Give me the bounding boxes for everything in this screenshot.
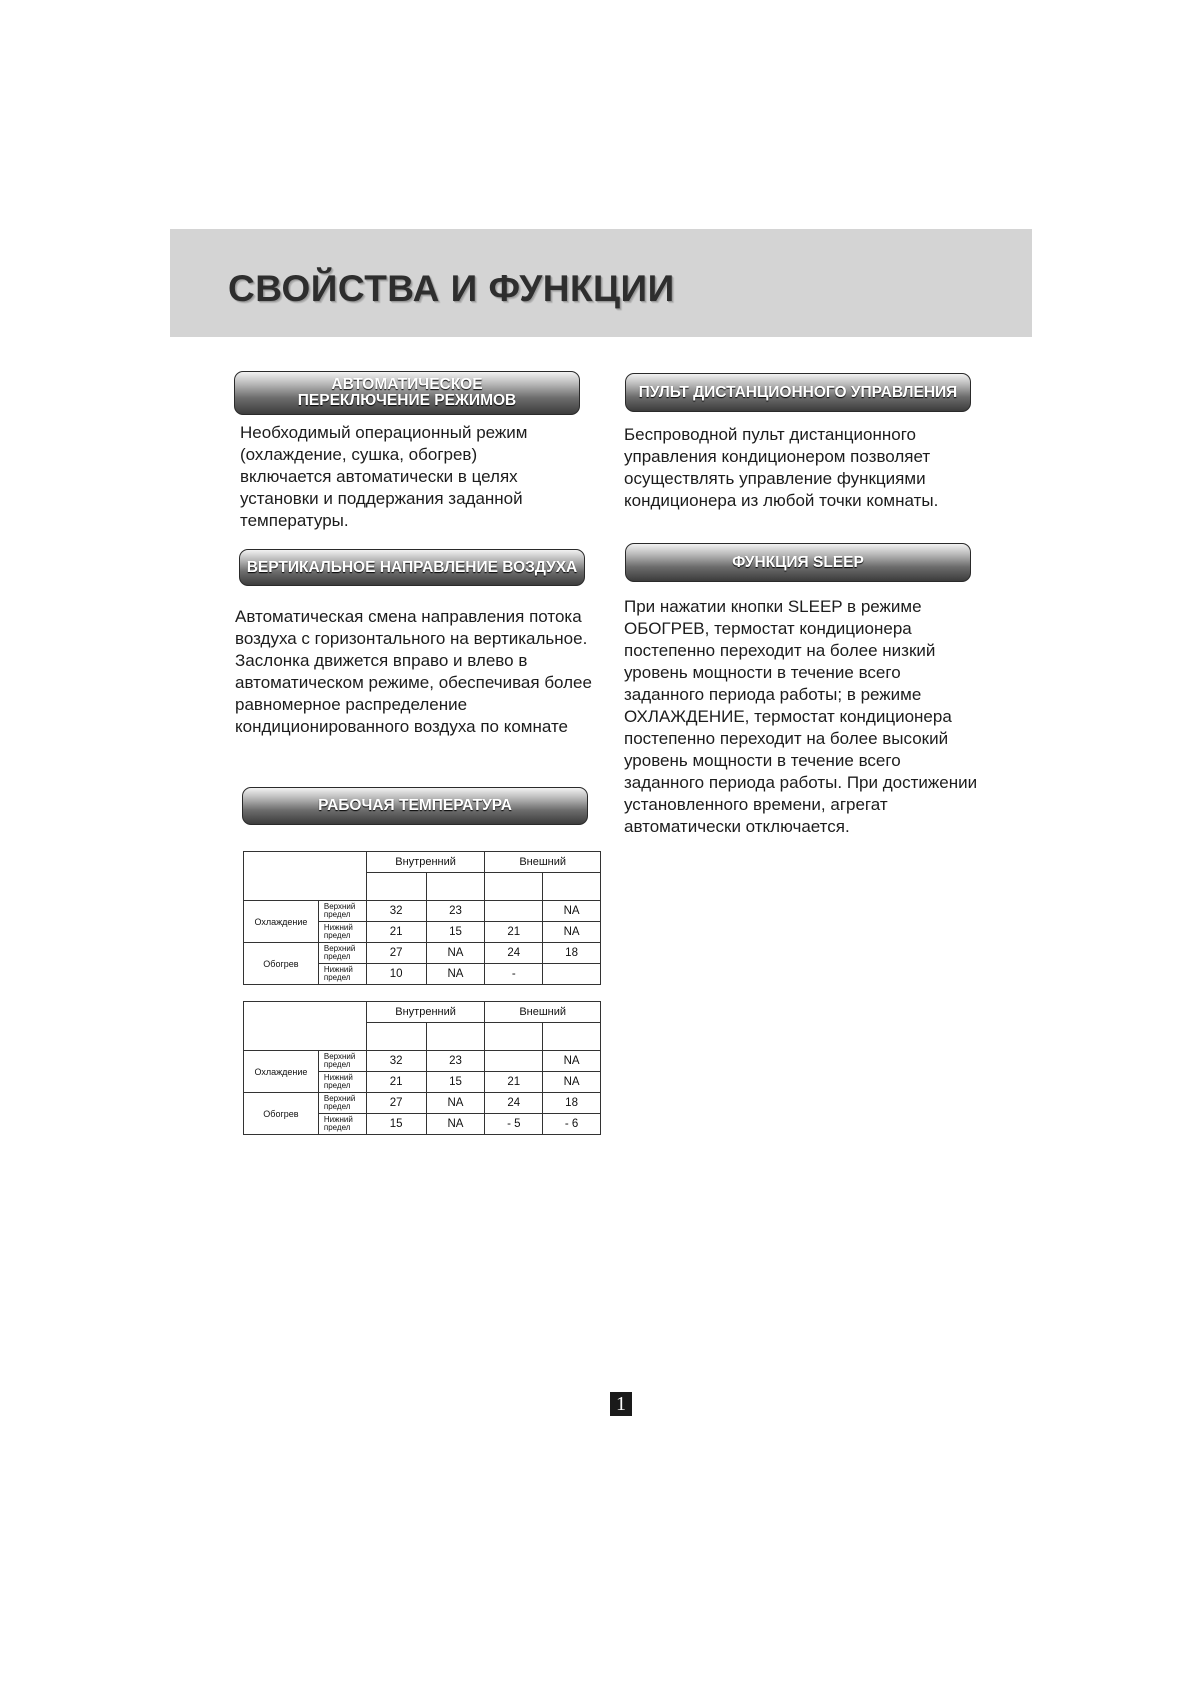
operating-temp-heading-label: РАБОЧАЯ ТЕМПЕРАТУРА [318, 797, 512, 814]
table-cell: 15 [426, 1072, 485, 1093]
sleep-text: При нажатии кнопки SLEEP в режиме ОБОГРЕВ, термостат кондиционера постепенно переходит на более низкий уровень мощности в течение всего заданного периода работы; в режиме ОХЛАЖДЕНИЕ, термостат кондиционера постепенно переходит на более высокий уровень мощности в течение всего заданного периода работы. При достижении установленного времени, агрегат автоматически отключается. [624, 597, 978, 836]
auto-switch-heading-line2: ПЕРЕКЛЮЧЕНИЕ РЕЖИМОВ [297, 392, 517, 409]
col-indoor: Внутренний [366, 852, 485, 873]
row-heating: Обогрев [244, 943, 319, 985]
table-cell: 32 [366, 901, 426, 922]
table-cell: 21 [366, 1072, 426, 1093]
table-corner [244, 1002, 367, 1051]
limit-lower: Нижний предел [318, 922, 366, 943]
table-cell: - 5 [485, 1114, 543, 1135]
temperature-table-1 [243, 851, 601, 985]
sleep-heading [625, 543, 971, 582]
table-cell [543, 964, 601, 985]
table-cell: 10 [366, 964, 426, 985]
table-cell: 21 [485, 1072, 543, 1093]
auto-switch-heading-line1: АВТОМАТИЧЕСКОЕ [331, 376, 483, 393]
table-cell: NA [543, 901, 601, 922]
operating-temp-heading [242, 787, 588, 825]
remote-heading [625, 373, 971, 412]
table-cell: 24 [485, 943, 543, 964]
page-number: 1 [610, 1392, 632, 1416]
table-cell: 15 [366, 1114, 426, 1135]
limit-lower: Нижний предел [318, 964, 366, 985]
table-cell [485, 901, 543, 922]
table-cell: NA [426, 1114, 485, 1135]
vertical-air-heading [239, 549, 585, 586]
table-cell: 27 [366, 1093, 426, 1114]
table-cell: 24 [485, 1093, 543, 1114]
table-cell: 27 [366, 943, 426, 964]
row-cooling: Охлаждение [244, 901, 319, 943]
table-cell: 18 [543, 943, 601, 964]
sleep-heading-label: ФУНКЦИЯ SLEEP [732, 553, 864, 571]
table-cell: NA [426, 1093, 485, 1114]
table-cell: 18 [543, 1093, 601, 1114]
limit-upper: Верхний предел [318, 943, 366, 964]
limit-upper: Верхний предел [318, 1051, 366, 1072]
table-cell: NA [543, 1051, 601, 1072]
table-cell: 23 [426, 901, 485, 922]
col-outdoor: Внешний [485, 1002, 601, 1023]
table-cell: 21 [366, 922, 426, 943]
col-indoor: Внутренний [366, 1002, 485, 1023]
row-heating: Обогрев [244, 1093, 319, 1135]
table-cell: 15 [426, 922, 485, 943]
table-corner [244, 852, 367, 901]
table-cell [485, 1051, 543, 1072]
table-cell: NA [426, 943, 485, 964]
auto-switch-heading [234, 371, 580, 415]
remote-text: Беспроводной пульт дистанционного управления кондиционером позволяет осуществлять управление функциями кондиционера из любой точки комнаты. [624, 425, 939, 510]
table-cell: NA [543, 922, 601, 943]
table-cell: 23 [426, 1051, 485, 1072]
limit-lower: Нижний предел [318, 1114, 366, 1135]
page-title: СВОЙСТВА И ФУНКЦИИ [228, 268, 675, 309]
table-cell: - 6 [543, 1114, 601, 1135]
table-cell: NA [543, 1072, 601, 1093]
vertical-air-text: Автоматическая смена направления потока воздуха с горизонтального на вертикальное. Заслонка движется вправо и влево в автоматическом режиме, обеспечивая более равномерное распределение кондиционированного воздуха по комнате [235, 607, 592, 736]
limit-upper: Верхний предел [318, 1093, 366, 1114]
auto-switch-text: Необходимый операционный режим (охлаждение, сушка, обогрев) включается автоматически в целях установки и поддержания заданной температуры. [240, 423, 528, 530]
limit-lower: Нижний предел [318, 1072, 366, 1093]
table-cell: - [485, 964, 543, 985]
table-cell: NA [426, 964, 485, 985]
row-cooling: Охлаждение [244, 1051, 319, 1093]
temperature-table-2 [243, 1001, 601, 1135]
limit-upper: Верхний предел [318, 901, 366, 922]
remote-heading-label: ПУЛЬТ ДИСТАНЦИОННОГО УПРАВЛЕНИЯ [638, 383, 958, 401]
table-cell: 32 [366, 1051, 426, 1072]
vertical-air-heading-label: ВЕРТИКАЛЬНОЕ НАПРАВЛЕНИЕ ВОЗДУХА [246, 558, 578, 576]
col-outdoor: Внешний [485, 852, 601, 873]
table-cell: 21 [485, 922, 543, 943]
